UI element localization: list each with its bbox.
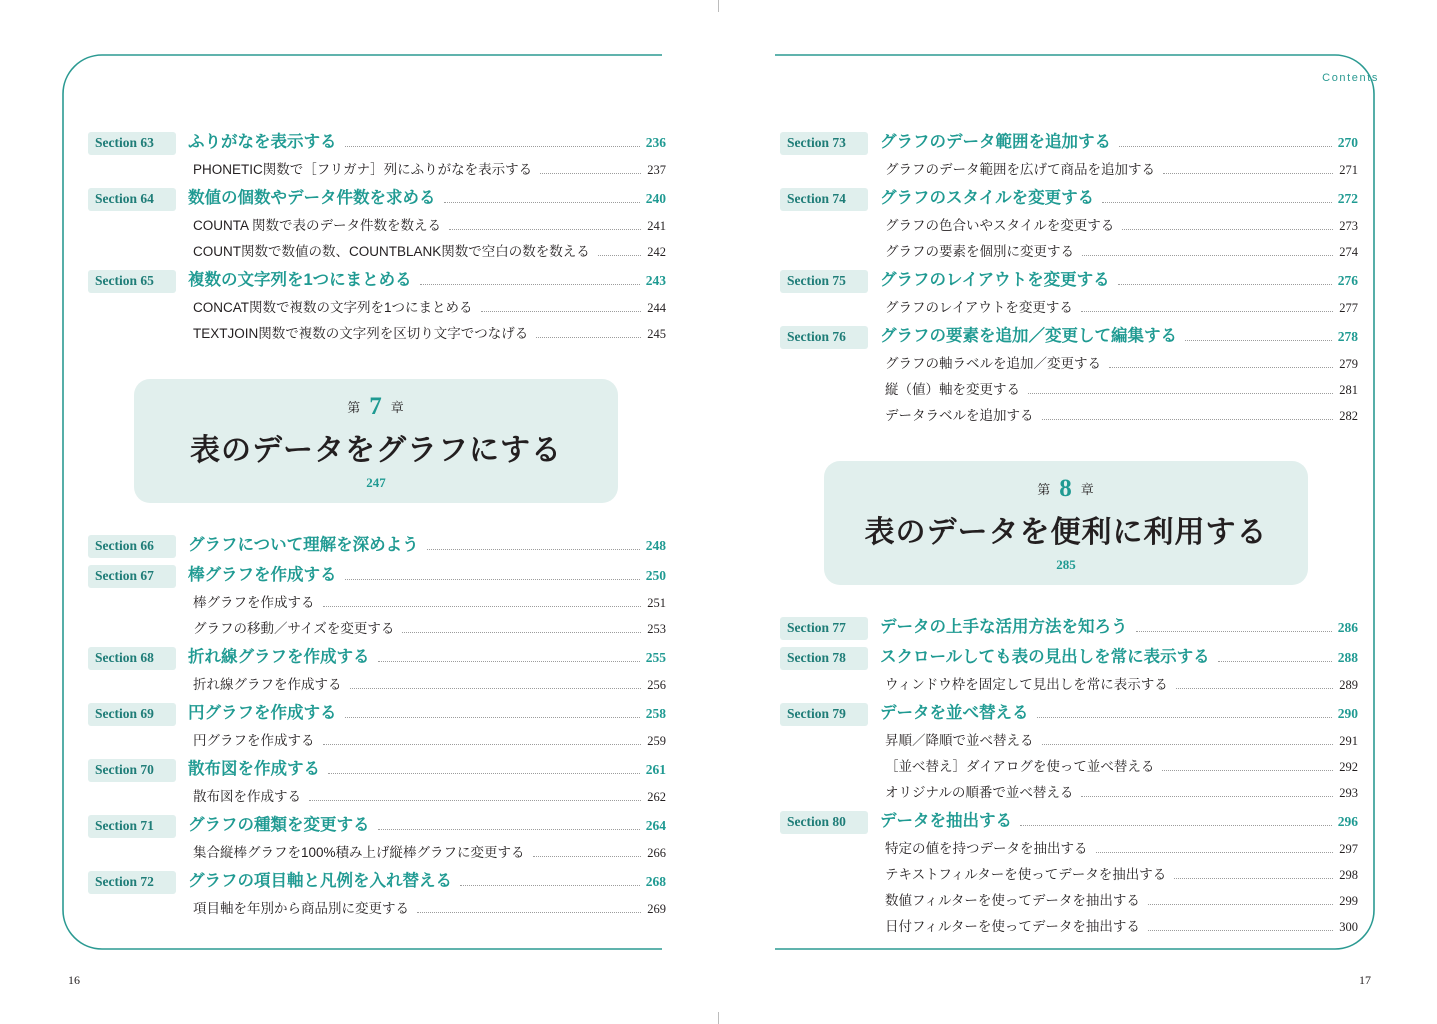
leader-dots — [460, 884, 640, 886]
toc-section-row[interactable] — [780, 807, 1358, 835]
section-title: 棒グラフを作成する — [188, 566, 337, 584]
sub-page-number: 253 — [647, 622, 666, 636]
sub-title: COUNT関数で数値の数、COUNTBLANK関数で空白の数を数える — [193, 244, 590, 259]
section-title: 折れ線グラフを作成する — [188, 648, 370, 666]
sub-title: 特定の値を持つデータを抽出する — [885, 841, 1088, 856]
leader-dots — [1102, 201, 1332, 203]
folio-left: 16 — [68, 973, 80, 987]
toc-sub-row[interactable] — [88, 322, 666, 347]
toc-group-right-top — [780, 128, 1358, 429]
section-page-number: 270 — [1337, 135, 1358, 150]
section-page-number: 261 — [645, 762, 666, 777]
chapter-kicker-post: 章 — [390, 400, 405, 415]
sub-title: グラフの要素を個別に変更する — [885, 244, 1074, 259]
toc-sub-row[interactable] — [88, 214, 666, 239]
section-title: スクロールしても表の見出しを常に表示する — [880, 648, 1210, 666]
section-title: 円グラフを作成する — [188, 704, 337, 722]
section-page-number: 264 — [645, 818, 666, 833]
leader-dots — [328, 772, 640, 774]
toc-sub-row[interactable] — [780, 214, 1358, 239]
leader-dots — [1096, 851, 1334, 853]
toc-sub-row[interactable] — [780, 889, 1358, 914]
leader-dots — [417, 911, 641, 913]
section-badge: Section 67 — [88, 565, 176, 588]
leader-dots — [402, 631, 641, 633]
toc-sub-row[interactable] — [88, 240, 666, 265]
leader-dots — [1042, 743, 1334, 745]
chapter-kicker-pre: 第 — [347, 400, 362, 415]
leader-dots — [1122, 228, 1333, 230]
toc-section-row[interactable] — [780, 266, 1358, 294]
section-badge: Section 66 — [88, 535, 176, 558]
leader-dots — [345, 145, 640, 147]
leader-dots — [536, 336, 641, 338]
sub-page-number: 277 — [1339, 301, 1358, 315]
toc-right-column — [780, 128, 1358, 941]
toc-sub-row[interactable] — [780, 404, 1358, 429]
leader-dots — [1162, 769, 1333, 771]
section-page-number: 236 — [645, 135, 666, 150]
section-title: グラフのレイアウトを変更する — [880, 271, 1110, 289]
sub-page-number: 262 — [647, 790, 666, 804]
section-badge: Section 65 — [88, 270, 176, 293]
toc-section-row[interactable] — [88, 643, 666, 671]
section-title: グラフの要素を追加／変更して編集する — [880, 327, 1177, 345]
sub-page-number: 245 — [647, 327, 666, 341]
section-badge: Section 63 — [88, 132, 176, 155]
toc-section-row[interactable] — [88, 755, 666, 783]
sub-page-number: 279 — [1339, 357, 1358, 371]
toc-section-row[interactable] — [88, 811, 666, 839]
section-title: グラフのデータ範囲を追加する — [880, 133, 1111, 151]
toc-sub-row[interactable] — [780, 837, 1358, 862]
section-page-number: 278 — [1337, 329, 1358, 344]
section-badge: Section 79 — [780, 703, 868, 726]
leader-dots — [378, 828, 640, 830]
toc-sub-row[interactable] — [780, 378, 1358, 403]
sub-title: 昇順／降順で並べ替える — [885, 733, 1034, 748]
sub-title: COUNTA 関数で表のデータ件数を数える — [193, 218, 442, 233]
leader-dots — [1028, 392, 1333, 394]
section-page-number: 248 — [645, 538, 666, 553]
sub-page-number: 292 — [1339, 760, 1358, 774]
sub-page-number: 244 — [647, 301, 666, 315]
section-badge: Section 75 — [780, 270, 868, 293]
section-page-number: 288 — [1337, 650, 1358, 665]
section-page-number: 258 — [645, 706, 666, 721]
section-title: データの上手な活用方法を知ろう — [880, 618, 1128, 636]
section-title: ふりがなを表示する — [188, 133, 337, 151]
sub-page-number: 281 — [1339, 383, 1358, 397]
sub-title: TEXTJOIN関数で複数の文字列を区切り文字でつなげる — [193, 326, 529, 341]
leader-dots — [1174, 877, 1333, 879]
section-badge: Section 73 — [780, 132, 868, 155]
sub-page-number: 289 — [1339, 678, 1358, 692]
section-title: データを並べ替える — [880, 704, 1029, 722]
toc-sub-row[interactable] — [88, 617, 666, 642]
toc-sub-row[interactable] — [88, 897, 666, 922]
sub-page-number: 256 — [647, 678, 666, 692]
toc-sub-row[interactable] — [780, 296, 1358, 321]
sub-page-number: 266 — [647, 846, 666, 860]
toc-sub-row[interactable] — [88, 158, 666, 183]
section-title: 数値の個数やデータ件数を求める — [188, 189, 436, 207]
sub-page-number: 251 — [647, 596, 666, 610]
toc-section-row[interactable] — [88, 867, 666, 895]
section-badge: Section 74 — [780, 188, 868, 211]
toc-sub-row[interactable] — [780, 158, 1358, 183]
leader-dots — [378, 660, 640, 662]
chapter-page-number: 247 — [366, 475, 386, 490]
chapter-number: 8 — [1059, 475, 1073, 502]
sub-title: 項目軸を年別から商品別に変更する — [193, 901, 409, 916]
sub-title: 数値フィルターを使ってデータを抽出する — [885, 893, 1140, 908]
sub-title: 円グラフを作成する — [193, 733, 315, 748]
leader-dots — [427, 548, 640, 550]
toc-group-left-bottom — [88, 531, 666, 922]
sub-title: 縦（値）軸を変更する — [885, 382, 1020, 397]
sub-title: PHONETIC関数で［フリガナ］列にふりがなを表示する — [193, 162, 533, 177]
leader-dots — [444, 201, 640, 203]
sub-title: グラフのレイアウトを変更する — [885, 300, 1073, 315]
sub-title: グラフの移動／サイズを変更する — [193, 621, 395, 636]
section-badge: Section 80 — [780, 811, 868, 834]
leader-dots — [1042, 418, 1334, 420]
leader-dots — [1185, 339, 1332, 341]
toc-sub-row[interactable] — [780, 781, 1358, 806]
section-title: グラフの項目軸と凡例を入れ替える — [188, 872, 452, 890]
leader-dots — [1081, 310, 1333, 312]
section-title: グラフについて理解を深めよう — [188, 536, 419, 554]
section-page-number: 243 — [645, 273, 666, 288]
sub-page-number: 299 — [1339, 894, 1358, 908]
section-title: グラフの種類を変更する — [188, 816, 370, 834]
chapter-banner-8 — [824, 461, 1308, 585]
toc-sub-row[interactable] — [780, 673, 1358, 698]
leader-dots — [533, 855, 642, 857]
toc-sub-row[interactable] — [88, 673, 666, 698]
sub-page-number: 273 — [1339, 219, 1358, 233]
chapter-number: 7 — [369, 393, 383, 420]
chapter-kicker-pre: 第 — [1037, 482, 1052, 497]
sub-title: オリジナルの順番で並べ替える — [885, 785, 1074, 800]
sub-title: 折れ線グラフを作成する — [193, 677, 342, 692]
leader-dots — [1136, 630, 1332, 632]
sub-page-number: 259 — [647, 734, 666, 748]
leader-dots — [420, 283, 640, 285]
toc-section-row[interactable] — [780, 128, 1358, 156]
section-page-number: 276 — [1337, 273, 1358, 288]
toc-sub-row[interactable] — [88, 591, 666, 616]
toc-sub-row[interactable] — [88, 296, 666, 321]
chapter-title: 表のデータを便利に利用する — [864, 516, 1268, 549]
sub-title: グラフの色合いやスタイルを変更する — [885, 218, 1115, 233]
sub-page-number: 271 — [1339, 163, 1358, 177]
section-badge: Section 72 — [88, 871, 176, 894]
section-badge: Section 78 — [780, 647, 868, 670]
folio-right: 17 — [1359, 973, 1371, 987]
toc-sub-row[interactable] — [780, 729, 1358, 754]
section-page-number: 286 — [1337, 620, 1358, 635]
toc-section-row[interactable] — [780, 699, 1358, 727]
sub-title: グラフのデータ範囲を広げて商品を追加する — [885, 162, 1155, 177]
toc-sub-row[interactable] — [780, 863, 1358, 888]
leader-dots — [350, 687, 642, 689]
toc-sub-row[interactable] — [88, 785, 666, 810]
toc-section-row[interactable] — [88, 266, 666, 294]
section-page-number: 250 — [645, 568, 666, 583]
leader-dots — [323, 605, 642, 607]
leader-dots — [1020, 824, 1332, 826]
leader-dots — [449, 228, 641, 230]
toc-section-row[interactable] — [88, 531, 666, 559]
section-badge: Section 77 — [780, 617, 868, 640]
toc-section-row[interactable] — [780, 613, 1358, 641]
sub-page-number: 293 — [1339, 786, 1358, 800]
toc-section-row[interactable] — [780, 643, 1358, 671]
sub-title: テキストフィルターを使ってデータを抽出する — [885, 867, 1167, 882]
chapter-kicker — [134, 393, 618, 421]
chapter-kicker-post: 章 — [1080, 482, 1095, 497]
sub-page-number: 300 — [1339, 920, 1358, 934]
leader-dots — [345, 578, 640, 580]
leader-dots — [1218, 660, 1332, 662]
section-title: データを抽出する — [880, 812, 1012, 830]
sub-title: ウィンドウ枠を固定して見出しを常に表示する — [885, 677, 1168, 692]
section-page-number: 255 — [645, 650, 666, 665]
section-badge: Section 70 — [88, 759, 176, 782]
leader-dots — [1148, 903, 1333, 905]
toc-sub-row[interactable] — [88, 729, 666, 754]
toc-section-row[interactable] — [780, 322, 1358, 350]
sub-page-number: 291 — [1339, 734, 1358, 748]
section-page-number: 268 — [645, 874, 666, 889]
sub-page-number: 269 — [647, 902, 666, 916]
toc-section-row[interactable] — [88, 184, 666, 212]
chapter-banner-7 — [134, 379, 618, 503]
section-page-number: 240 — [645, 191, 666, 206]
leader-dots — [1176, 687, 1334, 689]
sub-title: データラベルを追加する — [885, 408, 1034, 423]
chapter-kicker — [824, 475, 1308, 503]
sub-title: ［並べ替え］ダイアログを使って並べ替える — [885, 759, 1155, 774]
leader-dots — [1037, 716, 1332, 718]
toc-sub-row[interactable] — [780, 915, 1358, 940]
toc-section-row[interactable] — [88, 699, 666, 727]
leader-dots — [309, 799, 641, 801]
section-title: 散布図を作成する — [188, 760, 320, 778]
toc-sub-row[interactable] — [780, 755, 1358, 780]
section-badge: Section 69 — [88, 703, 176, 726]
toc-section-row[interactable] — [88, 128, 666, 156]
gutter-mark-top — [718, 0, 719, 12]
leader-dots — [1081, 795, 1333, 797]
leader-dots — [1109, 366, 1333, 368]
section-title: グラフのスタイルを変更する — [880, 189, 1095, 207]
section-page-number: 290 — [1337, 706, 1358, 721]
sub-page-number: 297 — [1339, 842, 1358, 856]
section-badge: Section 71 — [88, 815, 176, 838]
sub-title: 棒グラフを作成する — [193, 595, 315, 610]
sub-page-number: 237 — [647, 163, 666, 177]
section-badge: Section 76 — [780, 326, 868, 349]
section-title: 複数の文字列を1つにまとめる — [188, 271, 412, 289]
leader-dots — [1163, 172, 1333, 174]
toc-section-row[interactable] — [780, 184, 1358, 212]
sub-page-number: 241 — [647, 219, 666, 233]
toc-group-left-top — [88, 128, 666, 347]
leader-dots — [598, 254, 641, 256]
contents-header-label: Contents — [1322, 72, 1379, 84]
leader-dots — [481, 310, 642, 312]
section-badge: Section 64 — [88, 188, 176, 211]
leader-dots — [1118, 283, 1332, 285]
toc-sub-row[interactable] — [780, 240, 1358, 265]
toc-group-right-bottom — [780, 613, 1358, 940]
sub-title: 日付フィルターを使ってデータを抽出する — [885, 919, 1140, 934]
toc-section-row[interactable] — [88, 561, 666, 589]
sub-title: 集合縦棒グラフを100%積み上げ縦棒グラフに変更する — [193, 845, 525, 860]
sub-title: CONCAT関数で複数の文字列を1つにまとめる — [193, 300, 473, 315]
sub-title: 散布図を作成する — [193, 789, 301, 804]
leader-dots — [1119, 145, 1332, 147]
sub-page-number: 298 — [1339, 868, 1358, 882]
leader-dots — [1082, 254, 1333, 256]
chapter-page-number: 285 — [1056, 557, 1076, 572]
gutter-mark-bottom — [718, 1012, 719, 1024]
chapter-title: 表のデータをグラフにする — [190, 434, 562, 467]
sub-page-number: 282 — [1339, 409, 1358, 423]
sub-page-number: 274 — [1339, 245, 1358, 259]
section-page-number: 272 — [1337, 191, 1358, 206]
toc-left-column — [88, 128, 666, 923]
section-badge: Section 68 — [88, 647, 176, 670]
leader-dots — [1148, 929, 1333, 931]
leader-dots — [345, 716, 640, 718]
toc-sub-row[interactable] — [88, 841, 666, 866]
sub-title: グラフの軸ラベルを追加／変更する — [885, 356, 1101, 371]
sub-page-number: 242 — [647, 245, 666, 259]
toc-sub-row[interactable] — [780, 352, 1358, 377]
leader-dots — [323, 743, 642, 745]
leader-dots — [540, 172, 641, 174]
section-page-number: 296 — [1337, 814, 1358, 829]
